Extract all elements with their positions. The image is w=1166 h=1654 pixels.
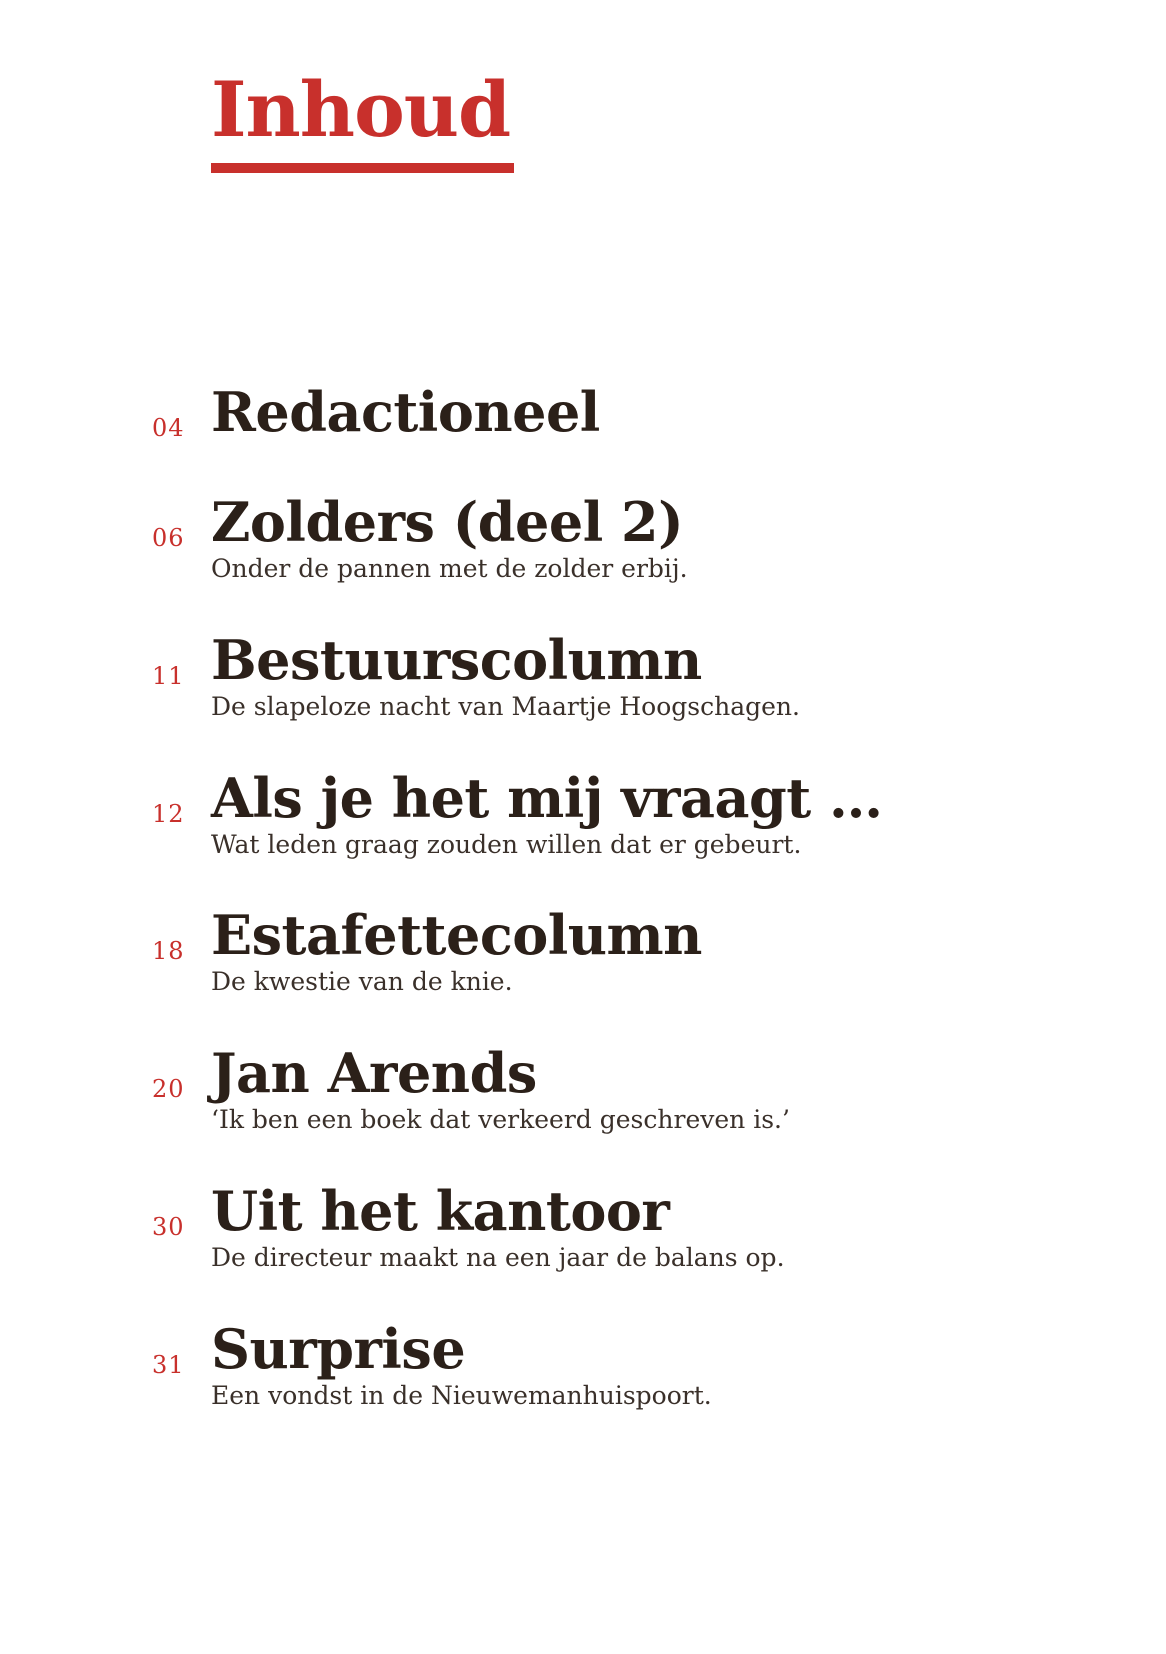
toc-title: Estafettecolumn: [211, 903, 702, 967]
toc-subtitle: De slapeloze nacht van Maartje Hoogschagen.: [211, 692, 800, 721]
toc-subtitle: Een vondst in de Nieuwemanhuispoort.: [211, 1381, 712, 1410]
toc-entry-estafettecolumn[interactable]: [0, 905, 1166, 1015]
toc-entry-surprise[interactable]: [0, 1319, 1166, 1429]
toc-page-number: 30: [152, 1213, 185, 1241]
toc-subtitle: Onder de pannen met de zolder erbij.: [211, 554, 688, 583]
toc-title: Zolders (deel 2): [211, 490, 684, 554]
toc-entry-jan-arends[interactable]: [0, 1043, 1166, 1153]
toc-page-number: 06: [152, 524, 185, 552]
toc-page-number: 12: [152, 800, 185, 828]
toc-title: Uit het kantoor: [211, 1179, 670, 1243]
toc-subtitle: De kwestie van de knie.: [211, 967, 513, 996]
toc-entry-zolders[interactable]: [0, 492, 1166, 602]
toc-entry-als-je-het-mij-vraagt[interactable]: [0, 768, 1166, 878]
toc-page-number: 18: [152, 937, 185, 965]
toc-title: Bestuurscolumn: [211, 628, 702, 692]
toc-page-number: 04: [152, 414, 185, 442]
toc-entry-bestuurscolumn[interactable]: [0, 630, 1166, 740]
toc-title: Redactioneel: [211, 380, 600, 444]
toc-subtitle: ‘Ik ben een boek dat verkeerd geschreven is.’: [211, 1105, 790, 1134]
toc-title: Als je het mij vraagt …: [211, 766, 883, 830]
toc-entry-uit-het-kantoor[interactable]: [0, 1181, 1166, 1291]
toc-title: Jan Arends: [211, 1041, 537, 1105]
toc-page-number: 11: [152, 662, 185, 690]
toc-page-number: 31: [152, 1351, 185, 1379]
toc-entry-redactioneel[interactable]: [0, 382, 1166, 492]
toc-subtitle: Wat leden graag zouden willen dat er gebeurt.: [211, 830, 802, 859]
toc-title: Surprise: [211, 1317, 466, 1381]
page-title: Inhoud: [211, 65, 511, 154]
title-underline: [211, 163, 514, 173]
toc-subtitle: De directeur maakt na een jaar de balans op.: [211, 1243, 785, 1272]
toc-page-number: 20: [152, 1075, 185, 1103]
